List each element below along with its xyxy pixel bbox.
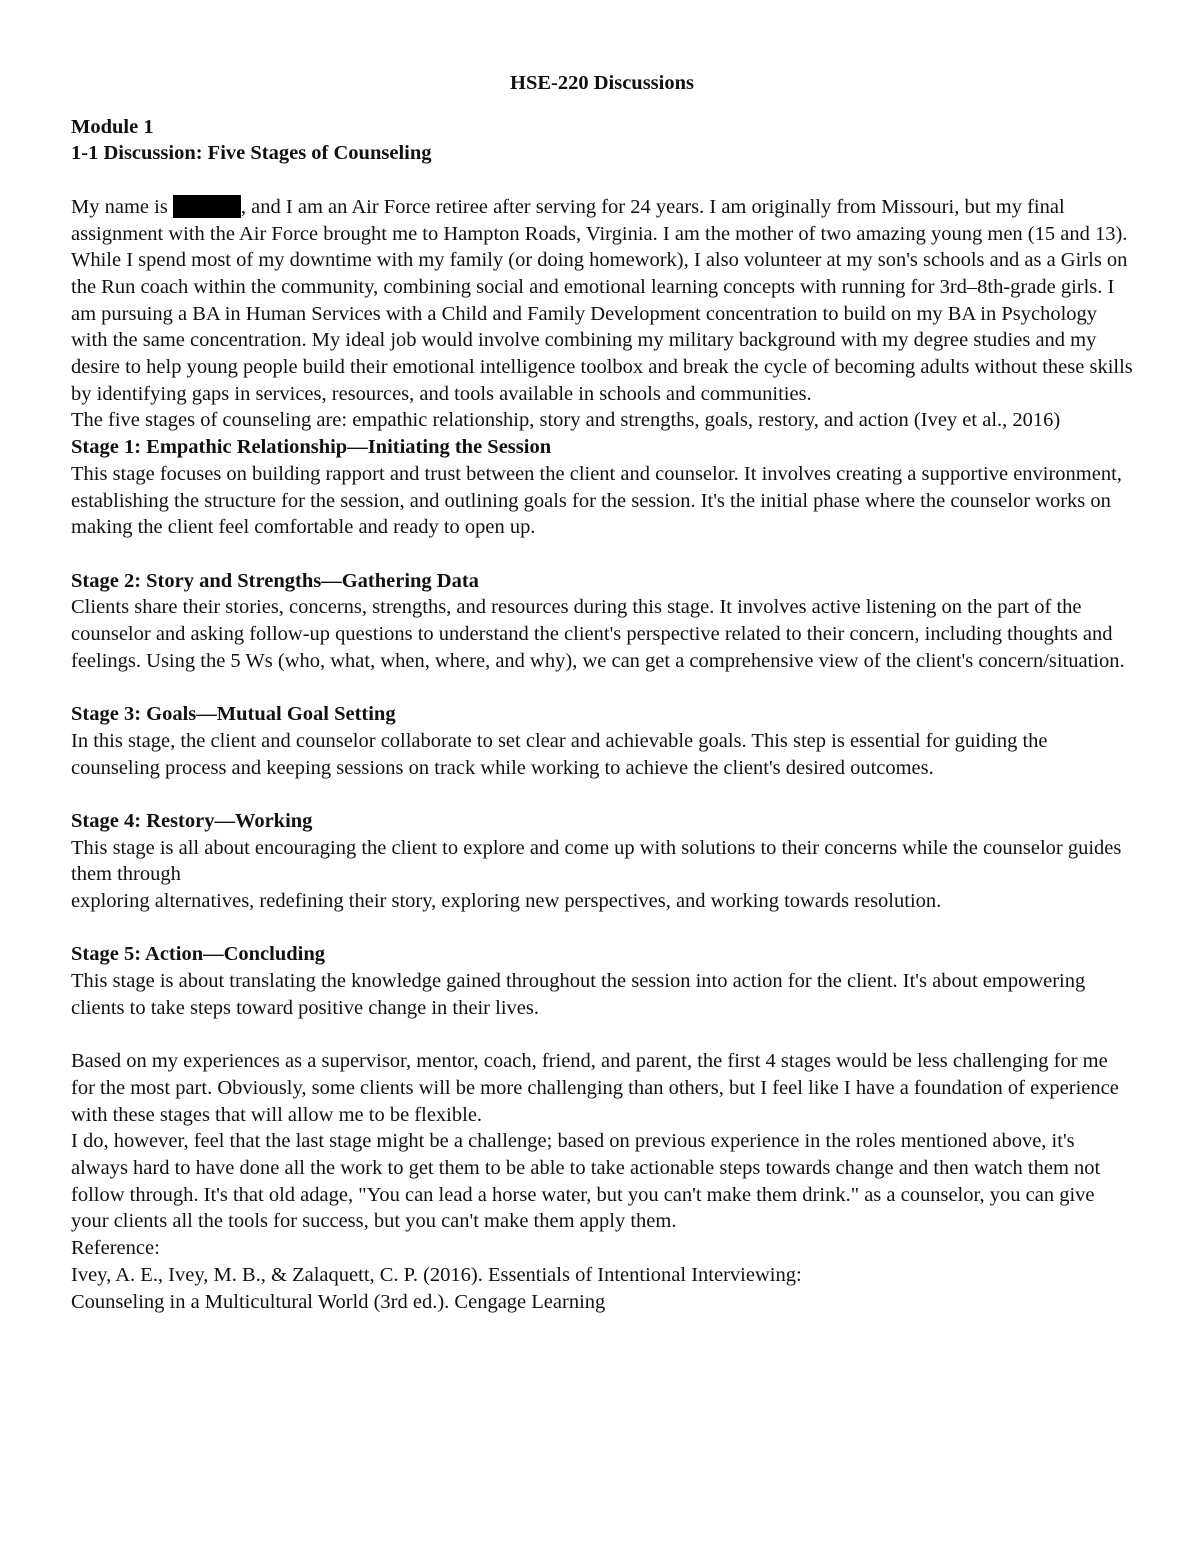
reference-label: Reference: — [71, 1237, 160, 1260]
stage3-text: In this stage, the client and counselor collaborate to set clear and achievable goals. This step is essential for guiding the counseling process and keeping sessions on track while working to achieve the client's desired outcomes. — [71, 729, 1048, 779]
spacer — [71, 541, 1133, 568]
stage4-text-a: This stage is all about encouraging the client to explore and come up with solutions to their concerns while the counselor guides them through — [71, 836, 1122, 886]
discussion-title: 1-1 Discussion: Five Stages of Counseling — [71, 142, 432, 165]
stage5-text: This stage is about translating the knowledge gained throughout the session into action for the client. It's about empowering clients to take steps toward positive change in their lives. — [71, 970, 1086, 1019]
spacer — [71, 167, 1133, 194]
stage1-heading: Stage 1: Empathic Relationship—Initiating the Session — [71, 436, 552, 459]
stages-intro: The five stages of counseling are: empathic relationship, story and strengths, goals, restory, and action (Ivey et al., 2016) — [71, 409, 1061, 432]
spacer — [71, 674, 1133, 701]
stage5-heading: Stage 5: Action—Concluding — [71, 943, 325, 966]
reflection-paragraph-2: I do, however, feel that the last stage might be a challenge; based on previous experience in the roles mentioned above, it's always hard to have done all the work to get them to be able to take actionable steps towards change and then watch them not follow through. It's that old adage, "You can lead a horse water, but you can't make them drink." as a counselor, you can give your clients all the tools for success, but you can't make them apply them. — [71, 1130, 1101, 1233]
stage2-heading: Stage 2: Story and Strengths—Gathering Data — [71, 569, 479, 592]
stage4-heading: Stage 4: Restory—Working — [71, 809, 313, 832]
stage1-text: This stage focuses on building rapport and trust between the client and counselor. It involves creating a supportive environment, establishing the structure for the session, and outlining goals for the session. It's the initial phase where the counselor works on making the client feel comfortable and ready to open up. — [71, 462, 1122, 539]
spacer — [71, 781, 1133, 808]
stage4-text-b: exploring alternatives, redefining their story, exploring new perspectives, and working towards resolution. — [71, 890, 942, 913]
intro-text-rest: , and I am an Air Force retiree after serving for 24 years. I am originally from Missouri, but my final assignment with the Air Force brought me to Hampton Roads, Virginia. I am the mother of two amazing young men (15 and 13). While I spend most of my downtime with my family (or doing homework), I also volunteer at my son's schools and as a Girls on the Run coach within the community, combining social and emotional learning concepts with running for 3rd–8th-grade girls. I am pursuing a BA in Human Services with a Child and Family Development concentration to build on my BA in Psychology with the same concentration. My ideal job would involve combining my military background with my degree studies and my desire to help young people build their emotional intelligence toolbox and break the cycle of becoming adults without these skills by identifying gaps in services, resources, and tools available in schools and communities. — [71, 195, 1133, 405]
module-heading: Module 1 — [71, 115, 154, 138]
reflection-paragraph-1: Based on my experiences as a supervisor, mentor, coach, friend, and parent, the first 4 stages would be less challenging for me for the most part. Obviously, some clients will be more challenging than others, but I feel like I have a foundation of experience with these stages that will allow me to be flexible. — [71, 1050, 1119, 1126]
reference-line-1: Ivey, A. E., Ivey, M. B., & Zalaquett, C. P. (2016). Essentials of Intentional Interviewing: — [71, 1263, 802, 1286]
reference-line-2: Counseling in a Multicultural World (3rd ed.). Cengage Learning — [71, 1290, 606, 1313]
spacer — [71, 1022, 1133, 1049]
stage3-heading: Stage 3: Goals—Mutual Goal Setting — [71, 703, 396, 726]
document-title: HSE-220 Discussions — [510, 72, 694, 94]
spacer — [71, 915, 1133, 942]
intro-paragraph — [71, 194, 1133, 408]
document-page — [71, 70, 1133, 1315]
redacted-name — [173, 195, 241, 218]
stage2-text: Clients share their stories, concerns, strengths, and resources during this stage. It involves active listening on the part of the counselor and asking follow-up questions to understand the client's perspective related to their concern, including thoughts and feelings. Using the 5 Ws (who, what, when, where, and why), we can get a comprehensive view of the client's concern/situation. — [71, 596, 1125, 672]
intro-text-start: My name is — [71, 195, 173, 218]
